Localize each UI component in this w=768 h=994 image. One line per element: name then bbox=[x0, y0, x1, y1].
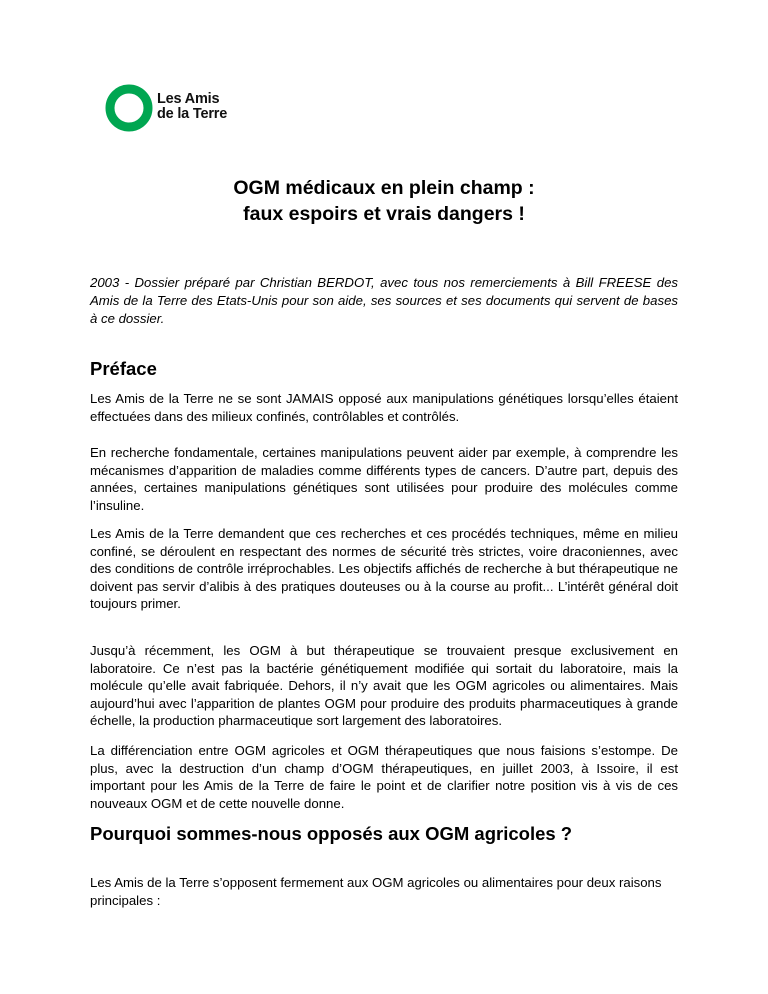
preface-paragraph-4: Jusqu’à récemment, les OGM à but thérapeutique se trouvaient presque exclusivement en laboratoire. Ce n’est pas la bactérie génétiquement modifiée qui sortait du laboratoire, mais la molécule qu’elle avait fabriquée. Dehors, il n’y avait que les OGM agricoles ou alimentaires. Mais aujourd’hui avec l’apparition de plantes OGM pour produire des produits pharmaceutiques à grande échelle, la production pharmaceutique sort largement des laboratoires. bbox=[90, 643, 678, 729]
intro-paragraph: 2003 - Dossier préparé par Christian BERDOT, avec tous nos remerciements à Bill FREESE des Amis de la Terre des Etats-Unis pour son aide, ses sources et ses documents qui servent de bases à ce dossier. bbox=[90, 275, 678, 326]
section-heading-2: Pourquoi sommes-nous opposés aux OGM agricoles ? bbox=[90, 823, 573, 844]
logo-ring-icon bbox=[104, 83, 154, 133]
preface-paragraph-5: La différenciation entre OGM agricoles et OGM thérapeutiques que nous faisions s’estompe. De plus, avec la destruction d’un champ d’OGM thérapeutiques, en juillet 2003, à Issoire, il est important pour les Amis de la Terre de faire le point et de clarifier notre position vis à vis de ces nouveaux OGM et de cette nouvelle donne. bbox=[90, 743, 678, 811]
title-line-2: faux espoirs et vrais dangers ! bbox=[243, 203, 525, 225]
preface-paragraph-1: Les Amis de la Terre ne se sont JAMAIS opposé aux manipulations génétiques lorsqu’elles étaient effectuées dans des milieux confinés, contrôlables et contrôlés. bbox=[90, 391, 678, 424]
logo-line-1: Les Amis bbox=[157, 91, 220, 107]
logo bbox=[104, 83, 264, 133]
preface-heading: Préface bbox=[90, 358, 157, 379]
document-title bbox=[0, 175, 768, 227]
preface-paragraph-3: Les Amis de la Terre demandent que ces recherches et ces procédés techniques, même en milieu confiné, se déroulent en respectant des normes de sécurité très strictes, voire draconiennes, avec des conditions de contrôle irréprochables. Les objectifs affichés de recherche à but thérapeutique ne doivent pas servir d’alibis à des pratiques douteuses ou à la course au profit... L’intérêt général doit toujours primer. bbox=[90, 526, 678, 612]
logo-line-2: de la Terre bbox=[157, 106, 228, 122]
section2-paragraph: Les Amis de la Terre s’opposent fermement aux OGM agricoles ou alimentaires pour deux raisons principales : bbox=[90, 875, 662, 908]
title-line-1: OGM médicaux en plein champ : bbox=[233, 177, 535, 199]
logo-text bbox=[157, 92, 227, 122]
preface-paragraph-2: En recherche fondamentale, certaines manipulations peuvent aider par exemple, à comprendre les mécanismes d’apparition de maladies comme différents types de cancers. D’autre part, depuis des années, certaines manipulations génétiques sont utilisées pour produire des molécules comme l’insuline. bbox=[90, 445, 678, 513]
